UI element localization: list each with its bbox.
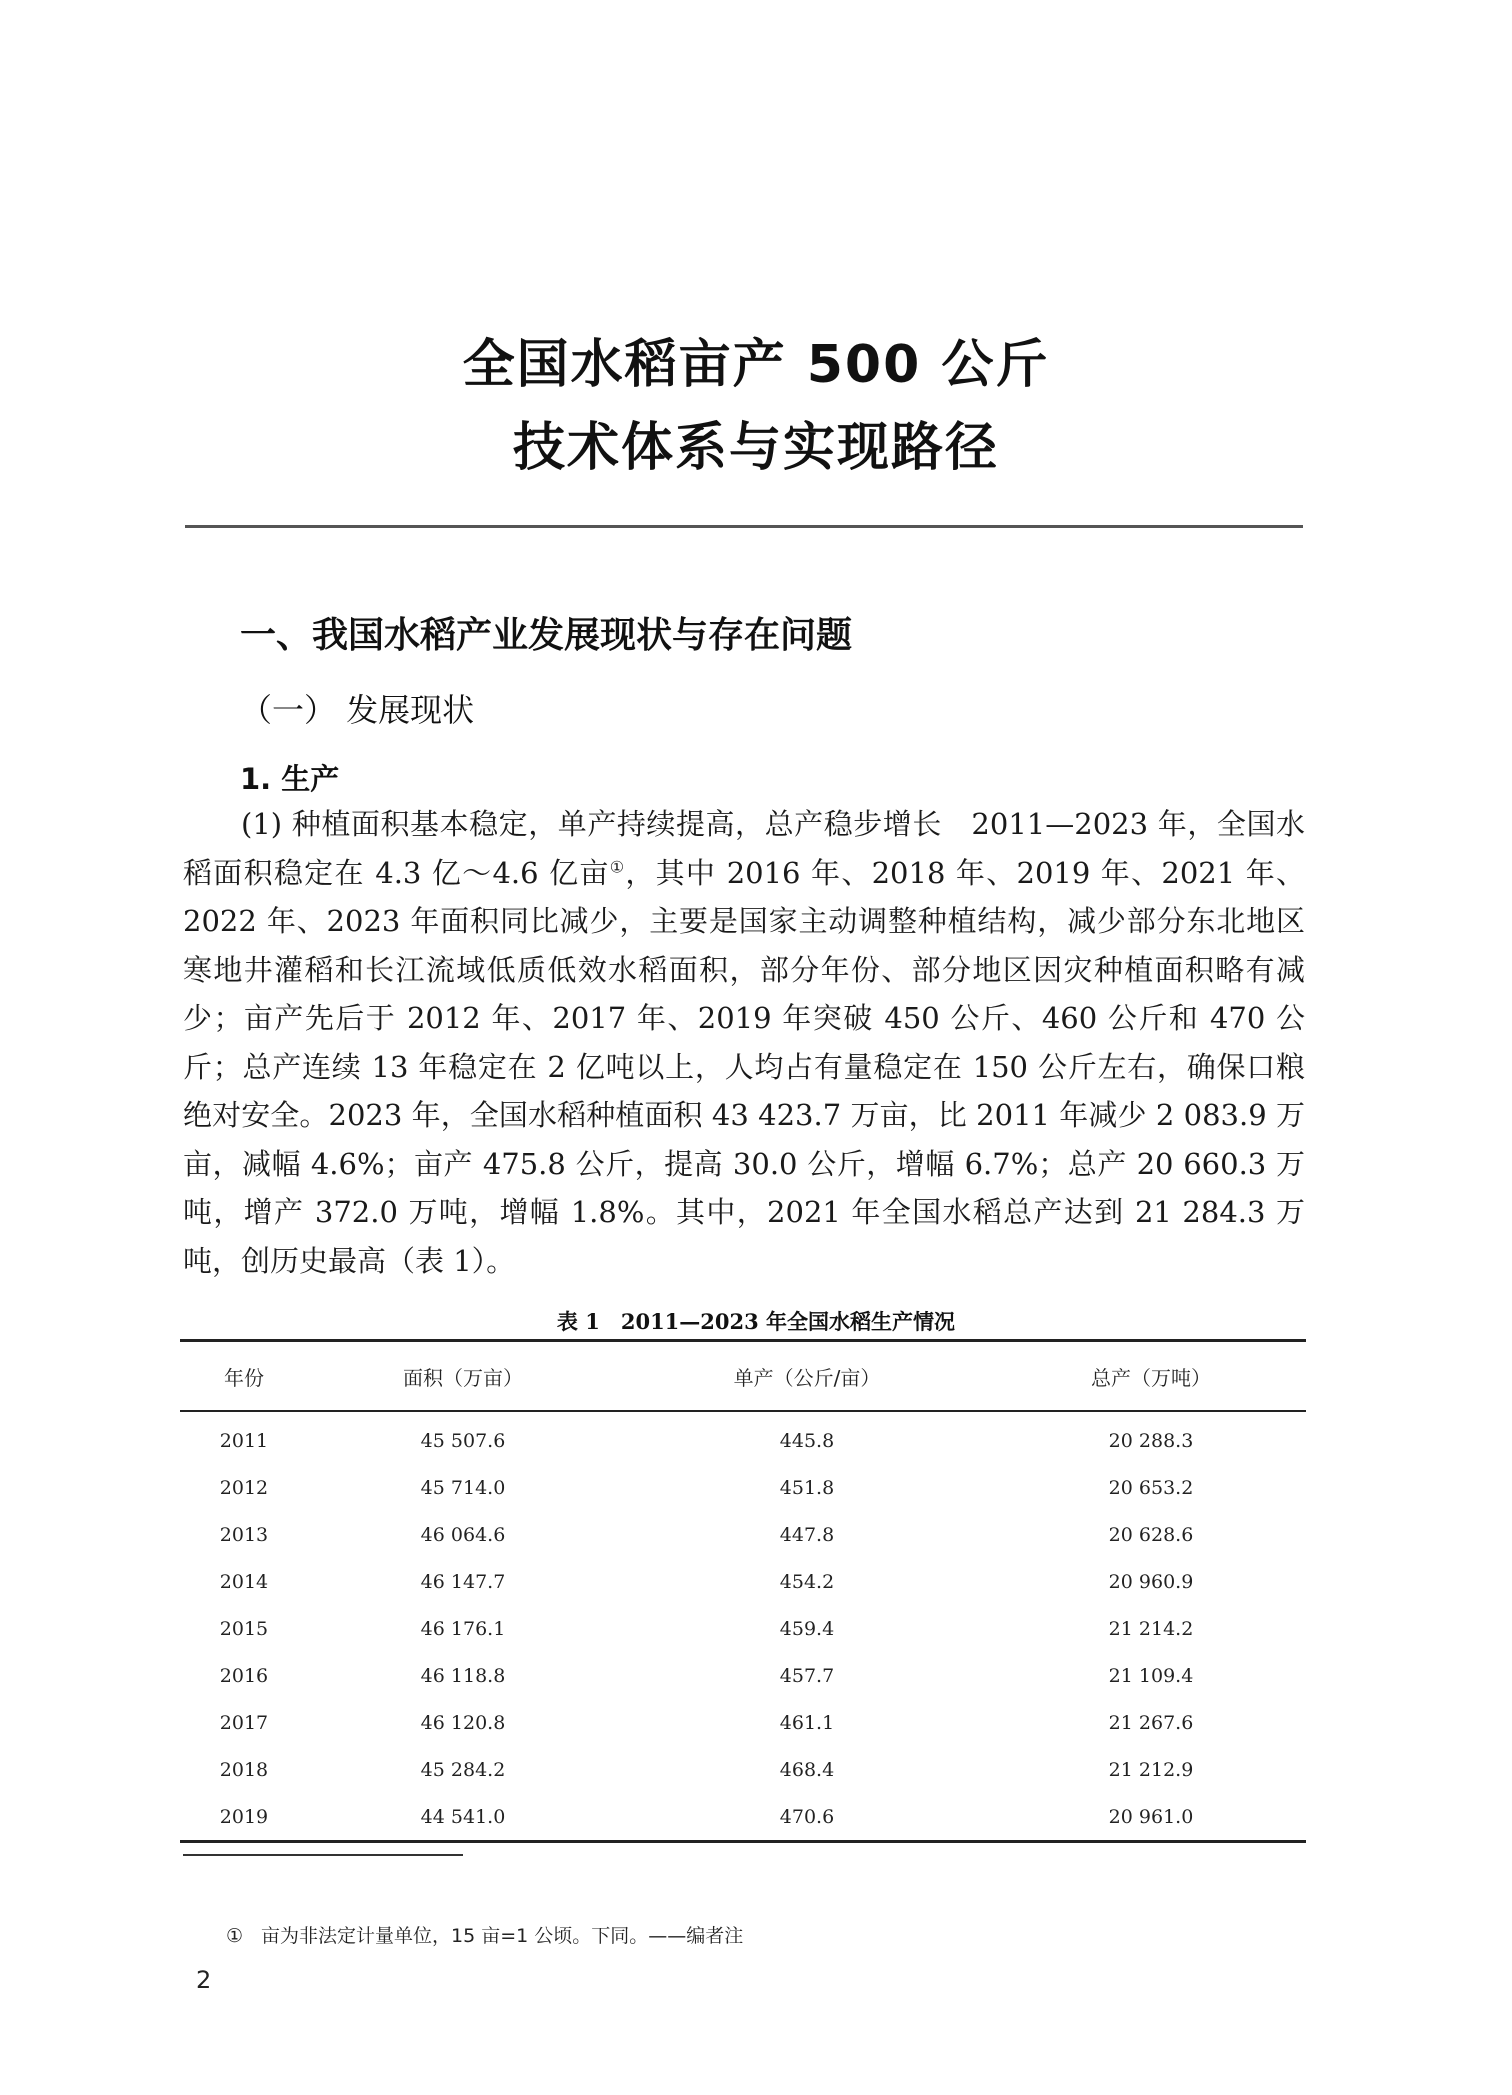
table-row [180,1793,1306,1842]
cell-total: 21 109.4 [1108,1664,1194,1687]
cell-yield: 459.4 [779,1617,835,1640]
footnote-mark: ① [226,1925,244,1947]
table-row [180,1746,1306,1793]
cell-total: 21 214.2 [1108,1617,1194,1640]
cell-area: 45 507.6 [420,1429,506,1452]
cell-area: 45 714.0 [420,1476,506,1499]
cell-area: 46 120.8 [420,1711,506,1734]
footnote [226,1921,743,1948]
cell-year: 2011 [219,1429,269,1452]
table-row [180,1652,1306,1699]
table-row [180,1411,1306,1464]
cell-year: 2017 [219,1711,269,1734]
rice-production-table [180,1339,1306,1843]
cell-yield: 468.4 [779,1758,835,1781]
header-yield: 单产（公斤/亩） [733,1365,881,1390]
paragraph-text-part-1: (1) 种植面积基本稳定，单产持续提高，总产稳步增长 2011—2023 年，全国水稻面积稳定在 4.3 亿～4.6 亿亩 [183,807,1305,890]
table-row [180,1558,1306,1605]
table-header-row [180,1341,1306,1412]
cell-area: 44 541.0 [308,1793,618,1842]
cell-yield: 470.6 [618,1793,996,1842]
table-row [180,1511,1306,1558]
body-paragraph [183,800,1305,1285]
page-title-line-2: 技术体系与实现路径 [512,418,999,478]
cell-year: 2016 [219,1664,269,1687]
cell-area: 45 284.2 [420,1758,506,1781]
cell-yield: 451.8 [779,1476,835,1499]
table-caption: 表 1 2011—2023 年全国水稻生产情况 [556,1309,956,1334]
cell-year: 2018 [219,1758,269,1781]
cell-total: 20 288.3 [1108,1429,1194,1452]
cell-total: 20 960.9 [1108,1570,1194,1593]
sub-subsection-heading: 1. 生产 [240,762,340,796]
cell-year: 2013 [219,1523,269,1546]
paragraph-text-part-2: ，其中 2016 年、2018 年、2019 年、2021 年、2022 年、2023 年面积同比减少，主要是国家主动调整种植结构，减少部分东北地区寒地井灌稻和长江流域低质低效水稻面积，部分年份、部分地区因灾种植面积略有减少；亩产先后于 2012 年、2017 年、2019 年突破 450 公斤、460 公斤和 470 公斤；总产连续 13 年稳定在 2 亿吨以上，人均占有量稳定在 150 公斤左右，确保口粮绝对安全。2023 年，全国水稻种植面积 43 423.7 万亩，比 2011 年减少 2 083.9 万亩，减幅 4.6%；亩产 475.8 公斤，提高 30.0 公斤，增幅 6.7%；总产 20 660.3 万吨，增产 372.0 万吨，增幅 1.8%。其中，2021 年全国水稻总产达到 21 284.3 万吨，创历史最高（表 1）。 [183,855,1305,1278]
title-divider [185,525,1303,528]
table-row [180,1699,1306,1746]
cell-year: 2015 [219,1617,269,1640]
cell-area: 46 118.8 [420,1664,506,1687]
page-title-line-1: 全国水稻亩产 500 公斤 [462,335,1050,395]
footnote-reference: ① [609,856,626,876]
table-row [180,1464,1306,1511]
cell-area: 46 176.1 [420,1617,506,1640]
cell-total: 21 267.6 [1108,1711,1194,1734]
header-area: 面积（万亩） [402,1365,523,1390]
cell-year: 2012 [219,1476,269,1499]
footnote-text: 亩为非法定计量单位，15 亩=1 公顷。下同。——编者注 [261,1925,744,1947]
header-total: 总产（万吨） [1090,1365,1211,1390]
cell-yield: 447.8 [779,1523,835,1546]
subsection-heading: （一） 发展现状 [240,691,475,729]
cell-yield: 454.2 [779,1570,835,1593]
cell-total: 21 212.9 [1108,1758,1194,1781]
cell-area: 46 147.7 [420,1570,506,1593]
cell-yield: 445.8 [779,1429,835,1452]
footnote-divider [183,1854,463,1856]
cell-total: 20 653.2 [1108,1476,1194,1499]
cell-total: 20 628.6 [1108,1523,1194,1546]
cell-area: 46 064.6 [420,1523,506,1546]
header-year: 年份 [223,1365,264,1390]
cell-year: 2019 [180,1793,308,1842]
cell-year: 2014 [219,1570,269,1593]
table-row [180,1605,1306,1652]
cell-yield: 457.7 [779,1664,835,1687]
cell-total: 20 961.0 [996,1793,1306,1842]
cell-yield: 461.1 [779,1711,835,1734]
section-heading: 一、我国水稻产业发展现状与存在问题 [240,615,853,656]
page-number: 2 [196,1966,212,1994]
